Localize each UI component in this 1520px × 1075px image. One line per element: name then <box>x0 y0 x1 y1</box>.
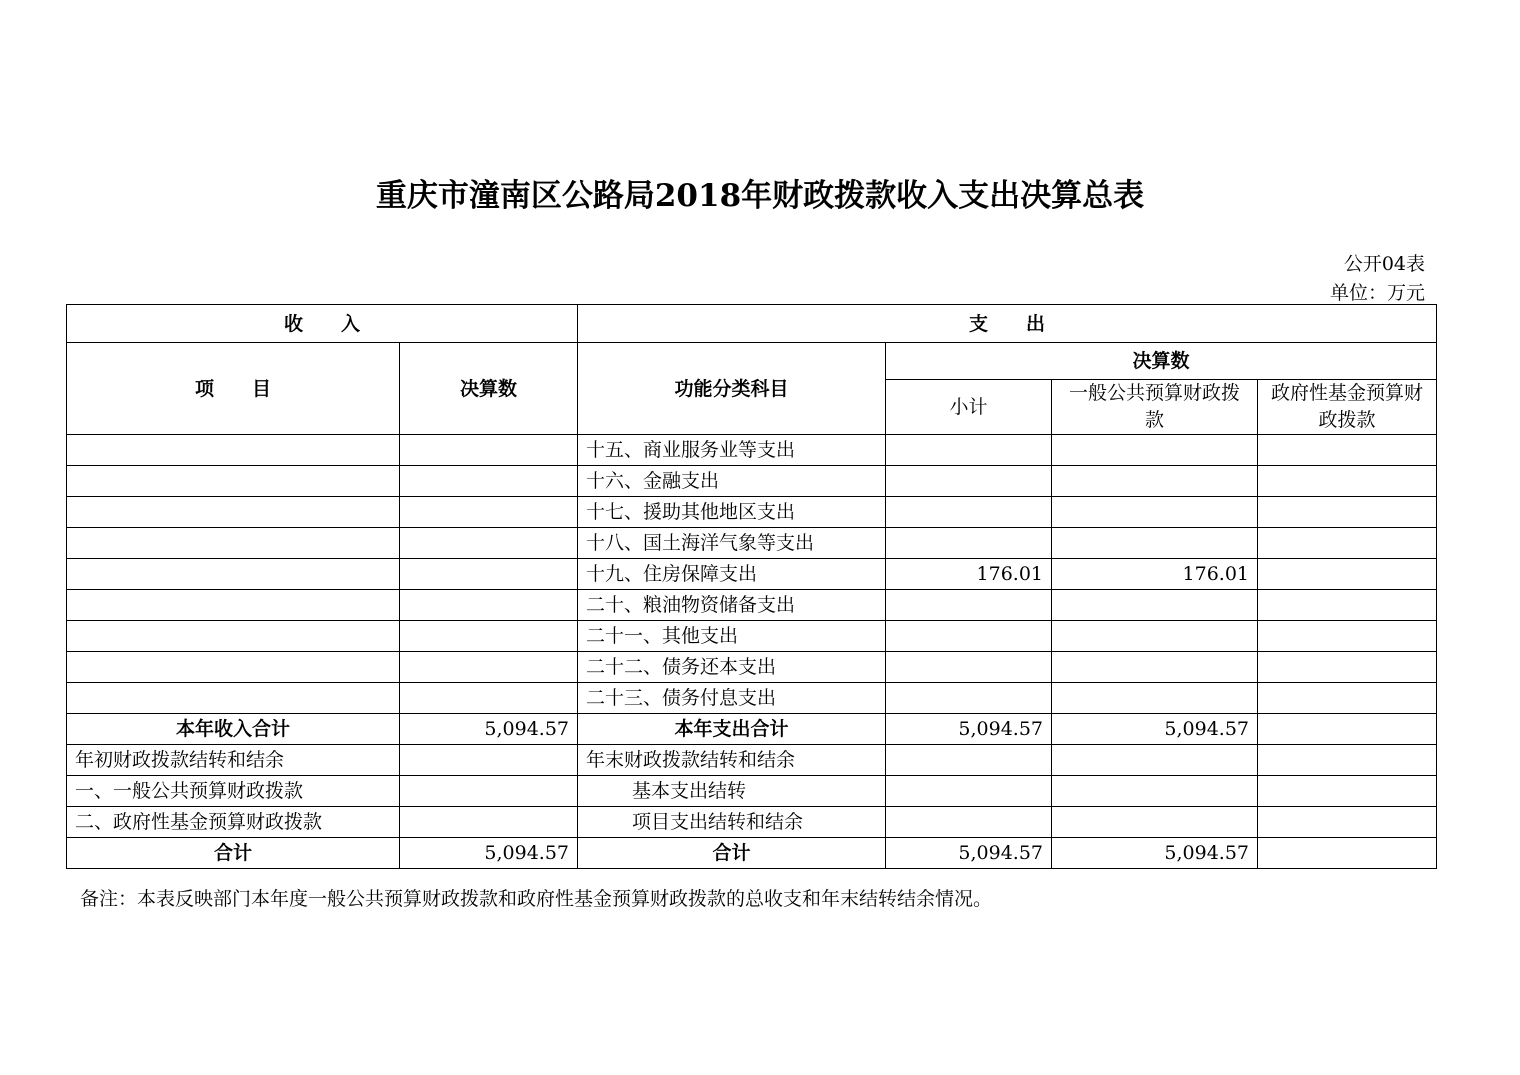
subtotal-cell: 176.01 <box>886 559 1052 590</box>
table-row <box>67 590 1437 621</box>
table-row <box>67 776 1437 807</box>
table-row <box>67 559 1437 590</box>
subject-cell: 十九、住房保障支出 <box>578 559 886 590</box>
grand-expense-general: 5,094.57 <box>1052 838 1258 869</box>
carry-item-cell: 一、一般公共预算财政拨款 <box>67 776 400 807</box>
subject-cell: 二十一、其他支出 <box>578 621 886 652</box>
grand-expense-subtotal: 5,094.57 <box>886 838 1052 869</box>
table-row <box>67 621 1437 652</box>
unit-label: 单位：万元 <box>1329 282 1425 304</box>
table-row <box>67 497 1437 528</box>
form-number: 公开04表 <box>1343 253 1425 275</box>
subject-cell: 十五、商业服务业等支出 <box>578 435 886 466</box>
amount-header: 决算数 <box>400 343 578 435</box>
subject-cell: 二十、粮油物资储备支出 <box>578 590 886 621</box>
general-budget-header: 一般公共预算财政拨款 <box>1052 380 1258 435</box>
subject-cell: 十八、国土海洋气象等支出 <box>578 528 886 559</box>
gov-fund-header: 政府性基金预算财政拨款 <box>1258 380 1437 435</box>
grand-income-total-amount: 5,094.57 <box>400 838 578 869</box>
table-row <box>67 466 1437 497</box>
page-title: 重庆市潼南区公路局2018年财政拨款收入支出决算总表 <box>375 178 1145 214</box>
subject-cell: 二十二、债务还本支出 <box>578 652 886 683</box>
carry-item-cell: 年初财政拨款结转和结余 <box>67 745 400 776</box>
table-row <box>67 683 1437 714</box>
func-subject-header: 功能分类科目 <box>578 343 886 435</box>
year-income-total-amount: 5,094.57 <box>400 714 578 745</box>
year-expense-general: 5,094.57 <box>1052 714 1258 745</box>
carry-subject-cell: 年末财政拨款结转和结余 <box>578 745 886 776</box>
carry-item-cell: 二、政府性基金预算财政拨款 <box>67 807 400 838</box>
expense-header: 支 出 <box>578 305 1437 343</box>
grand-total-row <box>67 838 1437 869</box>
footnote: 备注：本表反映部门本年度一般公共预算财政拨款和政府性基金预算财政拨款的总收支和年末结转结余情况。 <box>80 888 993 910</box>
year-expense-total-label: 本年支出合计 <box>578 714 886 745</box>
budget-table <box>66 304 1437 869</box>
carry-subject-cell: 项目支出结转和结余 <box>578 807 886 838</box>
table-row <box>67 745 1437 776</box>
grand-expense-fund <box>1258 838 1437 869</box>
year-total-row <box>67 714 1437 745</box>
amount-group-header: 决算数 <box>886 343 1437 380</box>
income-header: 收 入 <box>67 305 578 343</box>
carry-subject-cell: 基本支出结转 <box>578 776 886 807</box>
table-row <box>67 807 1437 838</box>
subject-cell: 十七、援助其他地区支出 <box>578 497 886 528</box>
table-row <box>67 528 1437 559</box>
year-income-total-label: 本年收入合计 <box>67 714 400 745</box>
subject-cell: 二十三、债务付息支出 <box>578 683 886 714</box>
general-cell: 176.01 <box>1052 559 1258 590</box>
grand-income-total-label: 合计 <box>67 838 400 869</box>
grand-expense-total-label: 合计 <box>578 838 886 869</box>
table-row <box>67 652 1437 683</box>
item-header: 项 目 <box>67 343 400 435</box>
year-expense-subtotal: 5,094.57 <box>886 714 1052 745</box>
subtotal-header: 小计 <box>886 380 1052 435</box>
year-expense-fund <box>1258 714 1437 745</box>
subject-cell: 十六、金融支出 <box>578 466 886 497</box>
table-row <box>67 435 1437 466</box>
